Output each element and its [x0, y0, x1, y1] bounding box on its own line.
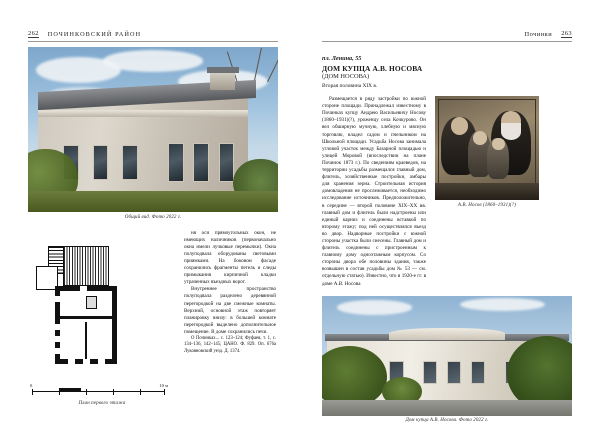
- object-heading: [322, 55, 572, 89]
- window: [447, 361, 461, 383]
- paragraph: Размещается в ряду застройки по южной стороне площади. Принадлежал известному в Починках купцу Андрею Васильевичу Носову (1860–1931)(?), уроженцу села Кочкурово. Он вел обширную мучную, хлебную и мясную торговлю, владел садом и пчельником на Школьной площади. Усадьба Носова занимала угловой участок между Базарной площадью и улицей Моровой (впоследствии на плане Починок 1873 г.). По сведениям краеведов, на территории усадьбы размещался главный дом, флигель, хозяйственные постройки, амбары для хранения зерна. Строительная история домовладения не прослеживается, необходимо исследование источников. Предположительно, в середине — второй половине XIX–XX вв. главный дом и флигель были надстроены или единый карниз и соединены вставкой по второму этажу; под ней осуществлялся въезд во двор. Надворные постройки с южной стороны участка были снесены. Главный дом и флигель соединены с пристроенным к главному дому одноэтажным корпусом. Со стороны двора обе половины здания, также возвышен в состав усадьбы дом № 53 — см. отдельную статью). Известно, что в 1920-е гг. в доме А.В. Носова: [322, 96, 426, 287]
- plan-wall: [112, 286, 117, 364]
- right-running-title: Починки: [524, 31, 553, 38]
- facade-cornice: [38, 110, 248, 117]
- right-running-head: [322, 24, 572, 38]
- floor-plan-figure: [28, 244, 176, 406]
- foreground-grass: [28, 191, 278, 212]
- face-woman: [451, 117, 469, 135]
- left-lower-block: [28, 230, 278, 406]
- window: [423, 361, 437, 383]
- facade-pediment: [389, 328, 504, 340]
- plan-opening: [68, 359, 75, 364]
- window: [471, 361, 485, 383]
- scale-tick: [140, 389, 141, 395]
- scale-end-label: 10 м: [159, 382, 168, 388]
- cloud-shape: [460, 298, 545, 311]
- paragraph: Внутреннее пространство полуподвала разделено деревянной перегородкой на две смежные комнаты. Верхний, основной этаж повторяет планировку внизу: в большей комнате перегородкой выделено дополнительное помещение. В доме сохранились печи.: [184, 286, 276, 335]
- scale-tick: [86, 389, 87, 395]
- plan-opening: [80, 286, 87, 291]
- portrait-foreground: [435, 183, 539, 200]
- window: [219, 143, 235, 182]
- left-body-column: [184, 230, 276, 406]
- plan-opening: [98, 359, 105, 364]
- left-folio: 262: [28, 30, 39, 37]
- plan-partition: [85, 322, 87, 360]
- window: [93, 145, 109, 180]
- left-running-title: ПОЧИНКОВСКИЙ РАЙОН: [47, 31, 142, 38]
- scale-line: [32, 391, 164, 392]
- object-date: Вторая половина XIX в.: [322, 83, 378, 90]
- roof-dormer: [210, 71, 235, 89]
- left-head-rule: [28, 41, 278, 42]
- portrait-figure: [435, 96, 539, 288]
- cloud-shape: [337, 300, 412, 314]
- object-title: ДОМ КУПЦА А.В. НОСОВА: [322, 63, 423, 73]
- right-head-rule: [322, 41, 572, 42]
- floor-plan-drawing: [28, 244, 176, 379]
- portrait-caption: А.В. Носов (1860–1931)(?): [457, 202, 517, 208]
- right-upper-block: [322, 96, 572, 288]
- plan-opening: [55, 324, 60, 330]
- foreground-road: [322, 400, 572, 416]
- photo-general-view-caption: Общий вид. Фото 2022 г.: [124, 214, 182, 220]
- bibliographic-reference: О Починках... с. 123–124; Фуфаев, т. 1, с. 134–136, 142–145; ЦАНО. Ф. 829. Оп. 676а Лукояновский уезд. Д. 1374.: [184, 336, 276, 354]
- plan-partition: [60, 316, 112, 319]
- face-child-right: [492, 138, 504, 150]
- right-body-column: [322, 96, 426, 288]
- right-folio: 263: [561, 30, 572, 37]
- object-address: пл. Ленина, 55: [322, 55, 362, 63]
- floor-plan-caption: План первого этажа: [78, 400, 126, 406]
- scale-filled-segment: [59, 388, 81, 391]
- right-page: [300, 0, 600, 440]
- scale-tick: [32, 389, 33, 395]
- plan-scale-bar: [28, 382, 168, 398]
- object-alt-title: (ДОМ НОСОВА): [322, 73, 370, 81]
- photo-house-2022: [322, 296, 572, 416]
- plan-opening: [55, 348, 60, 354]
- window: [122, 145, 138, 180]
- scale-tick: [164, 389, 165, 395]
- plan-stove: [86, 296, 97, 309]
- plan-opening: [55, 336, 60, 342]
- plan-opening: [55, 296, 60, 302]
- scale-start-label: 0: [30, 382, 33, 388]
- photo-house-2022-caption: Дом купца А.В. Носова. Фото 2022 г.: [405, 418, 489, 424]
- photo-general-view: [28, 47, 278, 212]
- plan-hatched-extension: [63, 246, 109, 286]
- photo-portrait-nosov: [435, 96, 539, 200]
- scale-tick: [113, 389, 114, 395]
- window: [168, 143, 184, 182]
- window: [193, 143, 209, 182]
- cloud-shape: [103, 50, 203, 71]
- left-running-head: [28, 24, 278, 38]
- paragraph: ня оси прямоугольных окон, не имеющих наличников (первоначально окна имели лучковые перемычки). Окна полуподвала оборудованы световыми приямками. На боковом фасаде сохранились фрагменты петель и следы примыкания кирпичной кладки утраченных въездных ворот.: [184, 229, 276, 286]
- beard-elder-man: [501, 123, 522, 140]
- plan-opening: [83, 359, 90, 364]
- face-child-left: [473, 131, 487, 145]
